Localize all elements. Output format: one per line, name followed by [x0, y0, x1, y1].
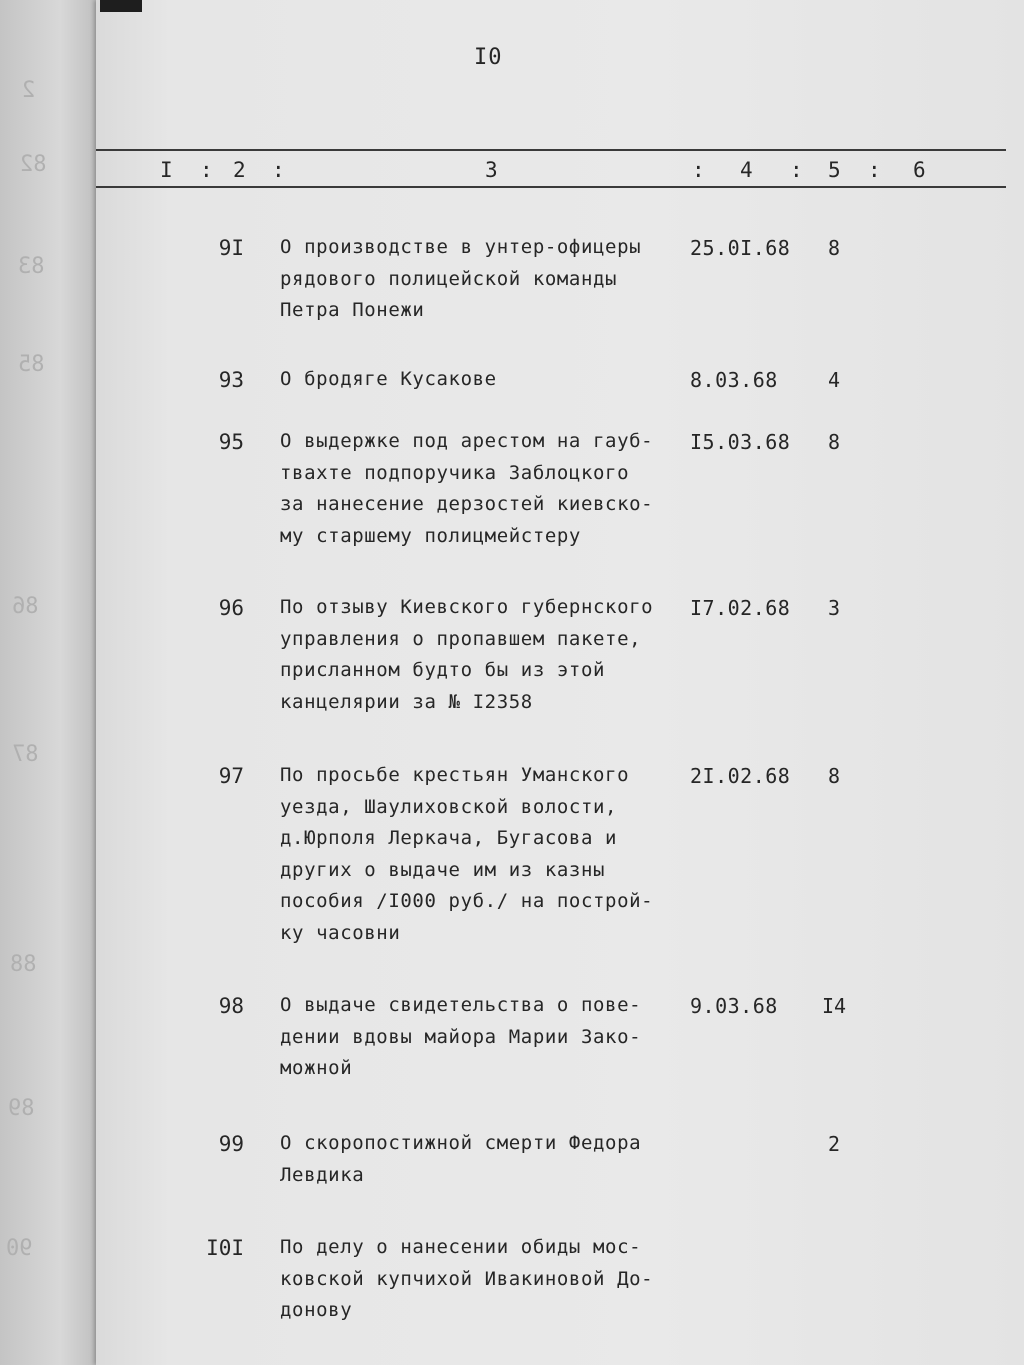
description-line: уезда, Шаулиховской волости,	[280, 795, 618, 818]
entry-sheet-count: 3	[827, 596, 841, 620]
column-header-6: 6	[913, 158, 926, 182]
column-header-1: I	[160, 158, 173, 182]
entry-sheet-count: 4	[827, 368, 841, 392]
entry-description	[280, 1128, 700, 1191]
bleed-mark: 87	[12, 742, 39, 767]
description-line: О выдаче свидетельства о пове-	[280, 994, 642, 1016]
entry-description	[280, 426, 700, 552]
bleed-mark: 82	[20, 152, 47, 177]
description-line: управления о пропавшем пакете,	[280, 627, 642, 650]
description-line: О бродяге Кусакове	[280, 368, 497, 390]
binder-clip	[100, 0, 142, 12]
entry-sheet-count: 8	[827, 430, 841, 454]
description-line: дении вдовы майора Марии Зако-	[280, 1025, 642, 1048]
reverse-side-bleed	[290, 740, 301, 762]
previous-page-edge	[0, 0, 100, 1365]
entry-number: 95	[218, 430, 244, 454]
column-header-4: 4	[740, 158, 753, 182]
entry-sheet-count: 8	[827, 764, 841, 788]
bleed-mark: 86	[12, 594, 39, 619]
description-line: ковской купчихой Ивакиновой До-	[280, 1267, 654, 1290]
bleed-mark: 90	[6, 1236, 33, 1261]
entry-sheet-count: 8	[827, 236, 841, 260]
entry-date: 9.03.68	[690, 994, 778, 1018]
description-line: канцелярии за № I2358	[280, 690, 533, 713]
bleed-mark: 83	[18, 254, 45, 279]
description-line: О выдержке под арестом на гауб-	[280, 430, 654, 452]
entry-number: 97	[218, 764, 244, 788]
header-top-rule	[96, 149, 1006, 151]
description-line: д.Юрполя Леркача, Бугасова и	[280, 827, 618, 849]
description-line: других о выдаче им из казны	[280, 858, 606, 881]
column-separator: :	[692, 158, 705, 182]
column-separator: :	[790, 158, 803, 182]
description-line: пособия /I000 руб./ на построй-	[280, 890, 654, 912]
page-number: I0	[474, 45, 503, 70]
bleed-mark: 88	[10, 952, 37, 977]
description-line: донову	[280, 1299, 353, 1321]
description-line: По делу о нанесении обиды мос-	[280, 1236, 642, 1258]
column-header-3: 3	[485, 158, 498, 182]
entry-number: 96	[218, 596, 244, 620]
description-line: По отзыву Киевского губернского	[280, 596, 654, 618]
description-line: ку часовни	[280, 921, 401, 944]
description-line: присланном будто бы из этой	[280, 659, 606, 681]
description-line: По просьбе крестьян Уманского	[280, 764, 630, 786]
entry-number: I0I	[206, 1236, 244, 1260]
entry-date: 8.03.68	[690, 368, 778, 392]
description-line: за нанесение дерзостей киевско-	[280, 493, 654, 515]
description-line: О производстве в унтер-офицеры	[280, 236, 642, 258]
description-line: твахте подпоручика Заблоцкого	[280, 461, 630, 484]
column-header-5: 5	[828, 158, 841, 182]
description-line: Левдика	[280, 1163, 365, 1186]
column-header-2: 2	[233, 158, 246, 182]
entry-description	[280, 990, 700, 1085]
entry-date: 25.0I.68	[690, 236, 791, 260]
header-bottom-rule	[96, 186, 1006, 188]
bleed-mark: 89	[8, 1096, 35, 1121]
description-line: му старшему полицмейстеру	[280, 524, 581, 547]
description-line: О скоропостижной смерти Федора	[280, 1132, 642, 1154]
entry-date: I7.02.68	[690, 596, 791, 620]
entry-number: 93	[218, 368, 244, 392]
entry-number: 9I	[218, 236, 244, 260]
entry-number: 99	[218, 1132, 244, 1156]
description-line: рядового полицейской команды	[280, 267, 618, 290]
column-separator: :	[868, 158, 881, 182]
column-separator: :	[200, 158, 213, 182]
entry-date: 2I.02.68	[690, 764, 791, 788]
entry-sheet-count: I4	[821, 994, 847, 1018]
entry-description	[280, 760, 700, 949]
entry-description	[280, 364, 700, 396]
bleed-mark: 85	[18, 352, 45, 377]
description-line: Петра Понежи	[280, 299, 425, 321]
bleed-mark: 2	[22, 78, 36, 103]
entry-date: I5.03.68	[690, 430, 791, 454]
description-line: можной	[280, 1057, 353, 1079]
entry-description	[280, 232, 700, 327]
entry-description	[280, 1232, 700, 1327]
entry-sheet-count: 2	[827, 1132, 841, 1156]
entry-description	[280, 592, 700, 718]
entry-number: 98	[218, 994, 244, 1018]
column-separator: :	[272, 158, 285, 182]
